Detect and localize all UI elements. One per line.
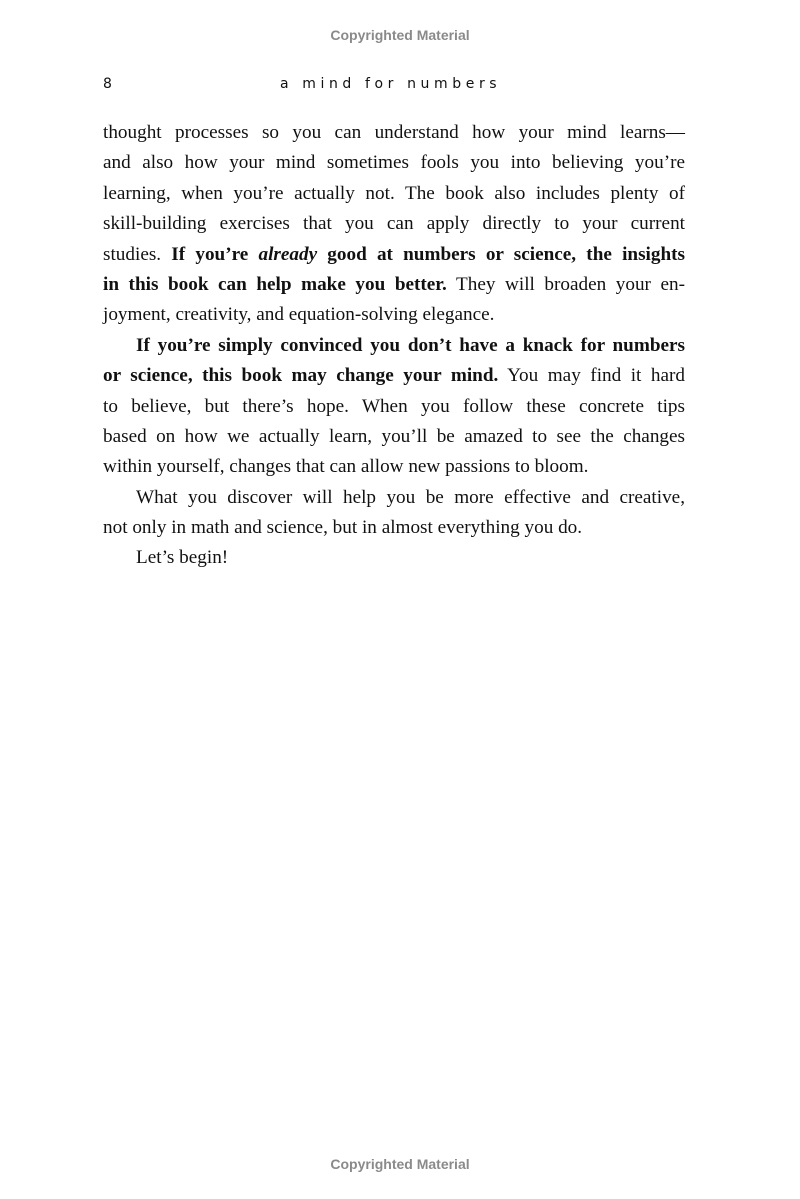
body-text bbox=[103, 118, 685, 574]
emphasis-text: in this book can help make you better. bbox=[103, 273, 447, 295]
paragraph bbox=[103, 331, 685, 483]
text-line bbox=[103, 452, 685, 482]
text-segment: studies. bbox=[103, 243, 172, 265]
text-line bbox=[103, 543, 685, 573]
text-segment: and also how your mind sometimes fools you into believing you’re bbox=[103, 152, 685, 174]
emphasis-text: already bbox=[258, 243, 318, 265]
text-segment: learning, when you’re actually not. The book also includes plenty of bbox=[103, 182, 685, 204]
text-line bbox=[103, 118, 685, 148]
text-segment: Let’s begin! bbox=[136, 547, 229, 569]
text-line bbox=[103, 270, 685, 300]
text-segment: skill-building exercises that you can apply directly to your current bbox=[103, 213, 685, 235]
text-segment: within yourself, changes that can allow new passions to bloom. bbox=[103, 456, 589, 478]
text-segment: joyment, creativity, and equation-solving elegance. bbox=[103, 304, 495, 326]
text-line bbox=[103, 331, 685, 361]
text-segment: They will broaden your en- bbox=[446, 273, 685, 295]
text-segment: to believe, but there’s hope. When you follow these concrete tips bbox=[103, 395, 685, 417]
text-line bbox=[103, 179, 685, 209]
text-segment: You may find it hard bbox=[498, 365, 685, 387]
text-line bbox=[103, 513, 685, 543]
text-segment: based on how we actually learn, you’ll be amazed to see the changes bbox=[103, 425, 685, 447]
text-line bbox=[103, 209, 685, 239]
text-segment: not only in math and science, but in almost everything you do. bbox=[103, 517, 583, 539]
text-line bbox=[103, 300, 685, 330]
emphasis-text: If you’re simply convinced you don’t have a knack for numbers bbox=[136, 334, 685, 356]
text-line bbox=[103, 361, 685, 391]
text-segment: thought processes so you can understand how your mind learns— bbox=[103, 122, 685, 143]
paragraph bbox=[103, 543, 685, 573]
emphasis-text: If you’re bbox=[171, 243, 259, 265]
paragraph bbox=[103, 118, 685, 331]
paragraph bbox=[103, 483, 685, 544]
emphasis-text: or science, this book may change your mind. bbox=[103, 365, 499, 387]
text-segment: What you discover will help you be more effective and creative, bbox=[136, 486, 685, 508]
text-line bbox=[103, 240, 685, 270]
text-line bbox=[103, 148, 685, 178]
text-line bbox=[103, 483, 685, 513]
page-number: 8 bbox=[103, 76, 112, 92]
text-line bbox=[103, 422, 685, 452]
text-line bbox=[103, 392, 685, 422]
copyright-watermark-bottom: Copyrighted Material bbox=[330, 1156, 470, 1172]
copyright-watermark-top: Copyrighted Material bbox=[330, 27, 470, 43]
emphasis-text: good at numbers or science, the insights bbox=[317, 243, 685, 265]
running-title: a mind for numbers bbox=[280, 76, 502, 92]
